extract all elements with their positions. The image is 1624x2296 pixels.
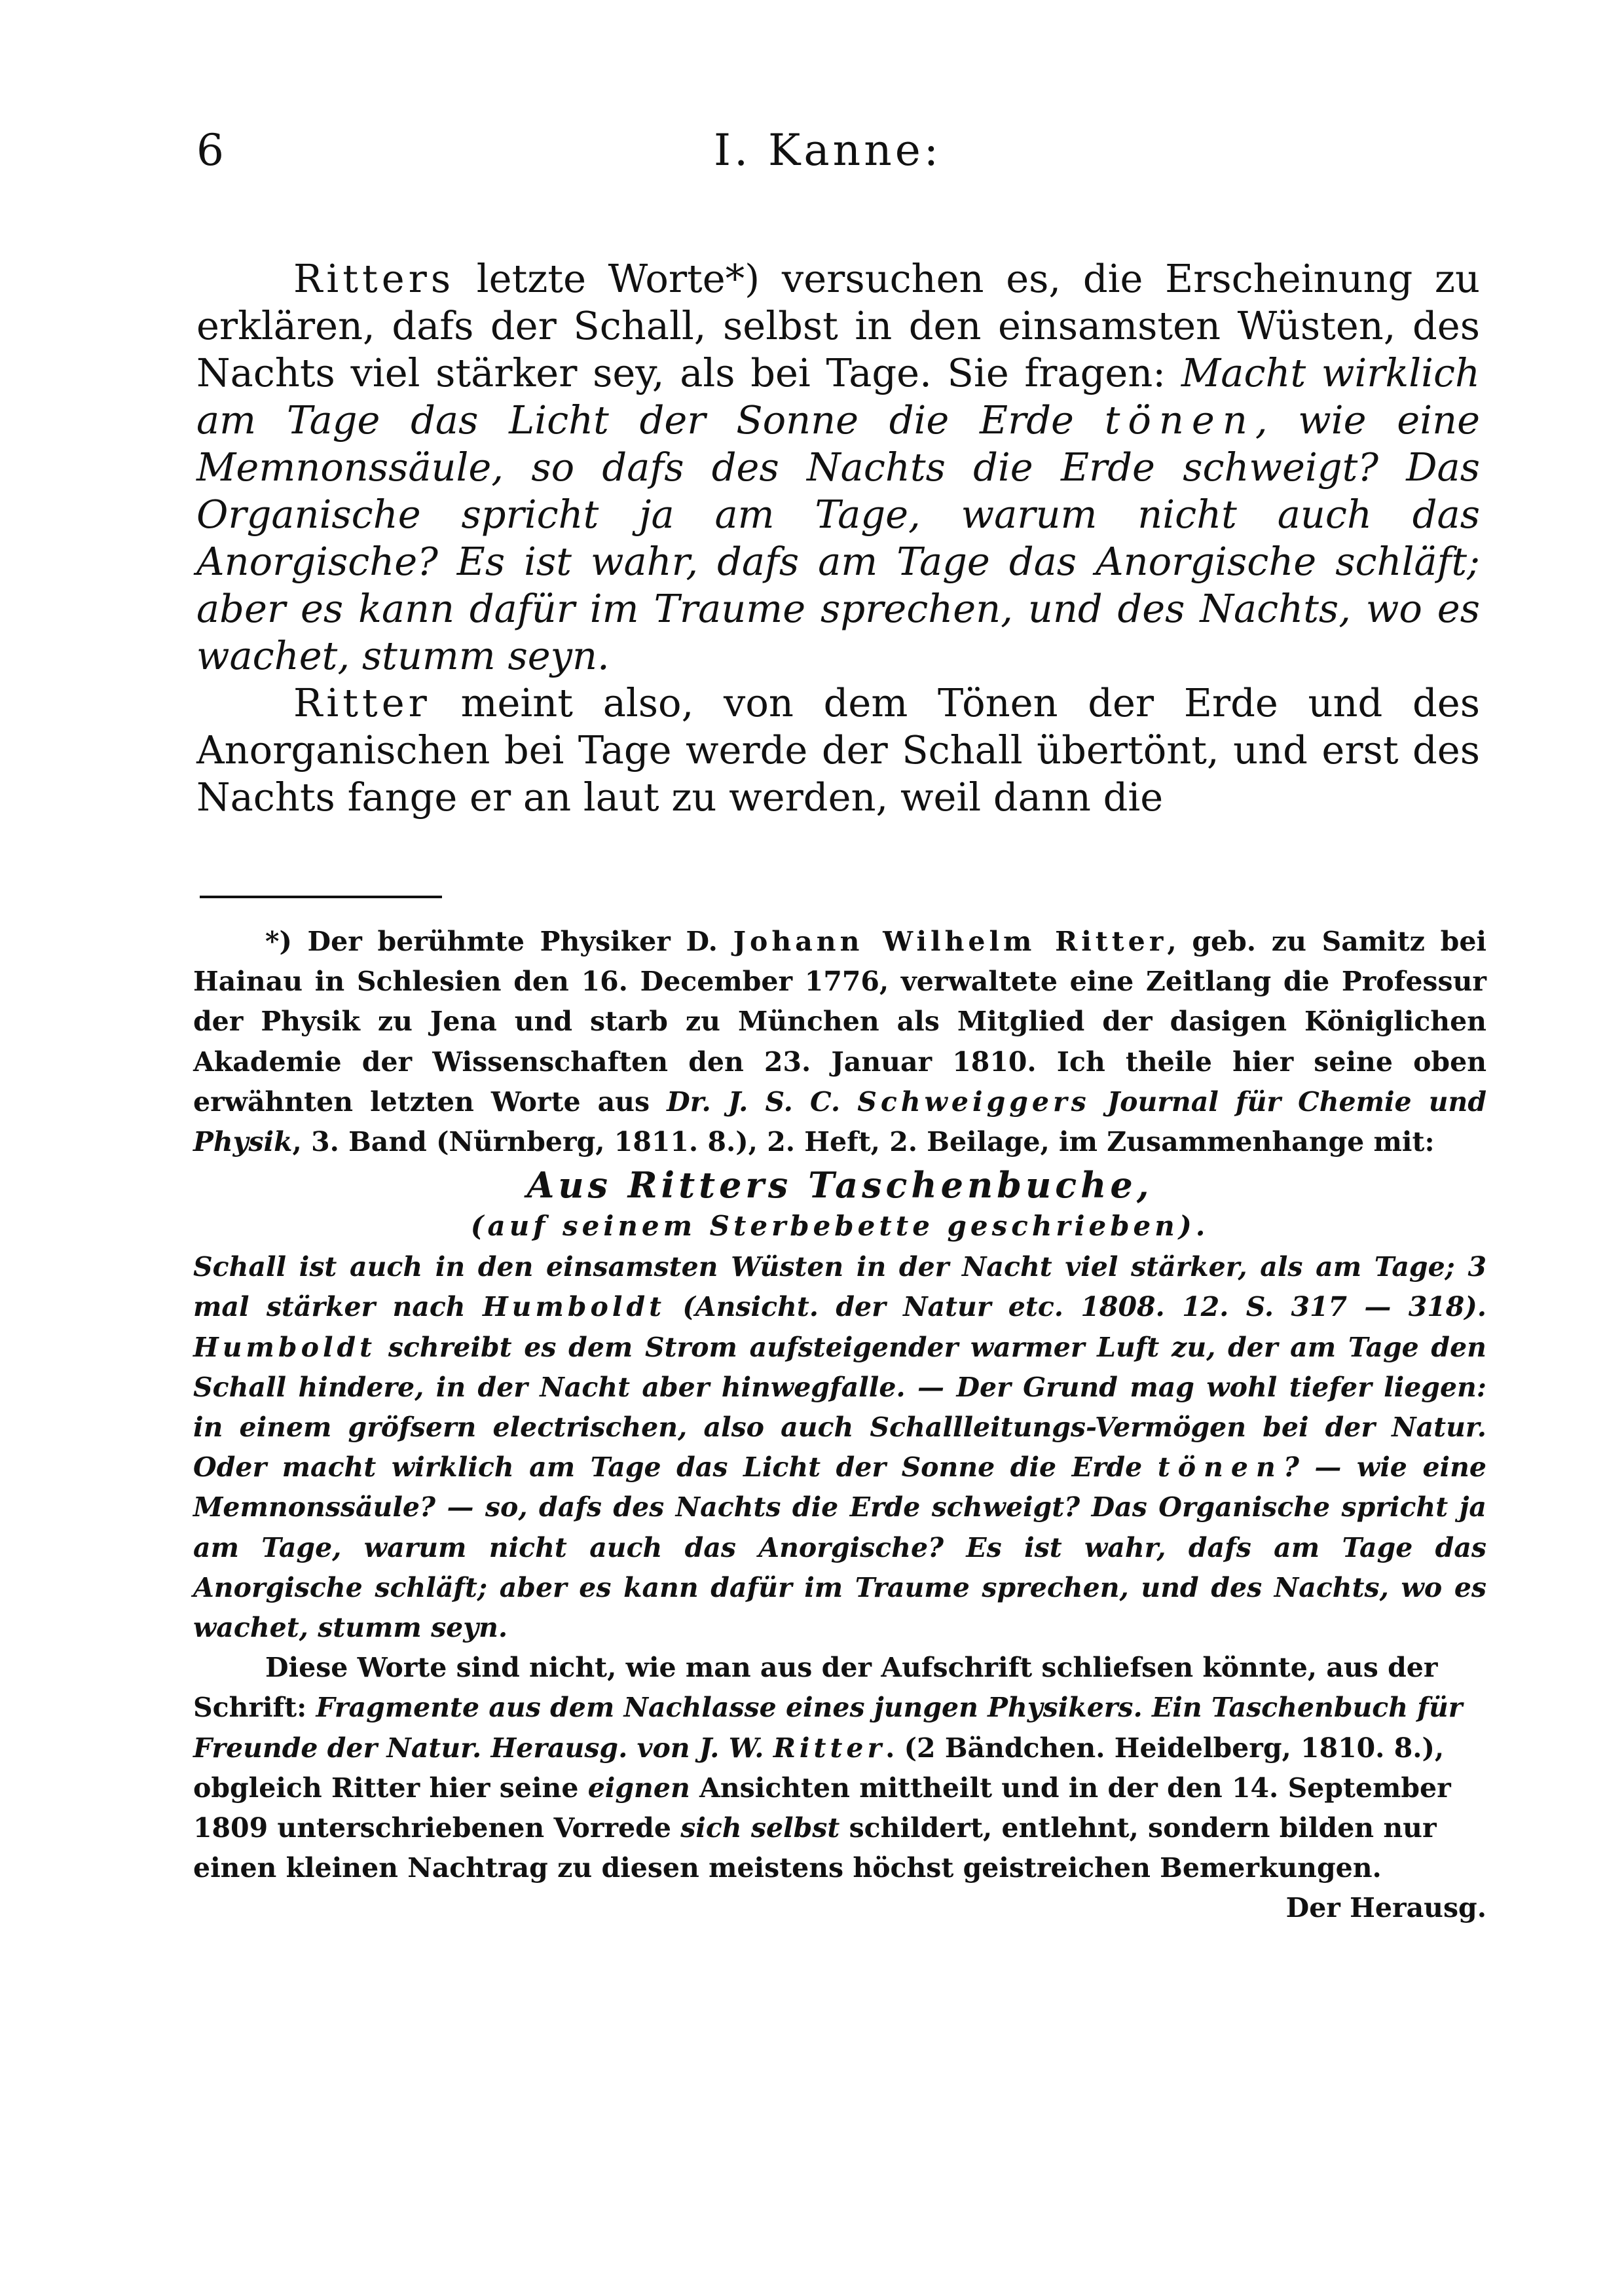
name-spaced: Humboldt xyxy=(193,1331,377,1363)
name-ritters: Ritters xyxy=(293,256,455,301)
paragraph-2 xyxy=(196,680,1480,821)
name-ritter: Ritter xyxy=(293,680,431,725)
text-span: schildert, entlehnt, sondern bilden nur einen kleinen Nachtrag zu diesen meistens höchst geistreichen Bemerkungen. xyxy=(193,1812,1437,1884)
footnote-quote xyxy=(193,1247,1486,1648)
text-span: . (2 Bändchen. Heidelberg, 1810. 8.), obgleich Ritter hier seine xyxy=(193,1732,1445,1804)
footnote-subheading xyxy=(193,1205,1486,1247)
quote-spaced: tönen xyxy=(1104,397,1255,443)
page-header xyxy=(196,124,1480,177)
quote-italic: Macht wirklich am Tage das Licht der Sonne die Erde xyxy=(196,350,1481,443)
name-spaced: Johann Wilhelm Ritter xyxy=(733,926,1168,957)
subheading-text: (auf seinem Sterbebette geschrieben). xyxy=(470,1210,1209,1243)
footnote xyxy=(193,922,1486,1929)
text-span: meint also, von dem Tönen der Erde und des Anorganischen bei Tage werde der Schall übertönt, und erst des Nachts fange er an laut zu werden, weil dann die xyxy=(196,680,1480,820)
running-head: I. Kanne: xyxy=(714,125,942,175)
page-number: 6 xyxy=(196,125,224,175)
text-italic: Schall ist auch in den einsamsten Wüsten in der Nacht viel stärker, als am Tage; 3 mal stärker nach xyxy=(193,1251,1486,1323)
paragraph-1 xyxy=(196,255,1480,680)
text-spaced: tönen xyxy=(1157,1451,1283,1484)
footnote-heading xyxy=(193,1165,1486,1205)
main-text xyxy=(196,255,1480,821)
name-spaced: Humboldt xyxy=(482,1291,666,1323)
text-span: Ansichten mittheilt und in der den 14. September 1809 unterschriebenen Vorrede xyxy=(193,1772,1451,1844)
text-italic: Dr. J. S. C. xyxy=(667,1085,858,1118)
text-span: letzte Worte*) versuchen es, die Erscheinung zu erklären, dafs der Schall, selbst in den einsamsten Wüsten, des Nachts viel stärker sey, als bei Tage. Sie fragen: xyxy=(196,256,1480,395)
text-italic: Journal für Chemie und Physik xyxy=(193,1085,1487,1158)
text-span: , geb. zu Samitz bei Hainau in Schlesien den 16. December 1776, verwaltete eine Zeitlang die Professur der Physik zu Jena und starb zu München als Mitglied der dasigen Königlichen Akademie der Wissenschaften den 23. Januar 1810. Ich theile hier seine oben erwähnten letzten Worte aus xyxy=(193,926,1486,1118)
text-italic: ? — wie eine Memnonssäule? — so, dafs des Nachts die Erde schweigt? Das Organische spricht ja am Tage, warum nicht auch das Anorgische? Es ist wahr, dafs am Tage das Anorgische schläft; aber es kann dafür im Traume sprechen, und des Nachts, wo es wachet, stumm seyn. xyxy=(193,1451,1486,1644)
text-italic: (Ansicht. der Natur etc. 1808. 12. S. 317 — 318). xyxy=(665,1291,1486,1323)
text-span: , 3. Band (Nürnberg, 1811. 8.), 2. Heft, 2. Beilage, im Zusammenhange mit: xyxy=(292,1126,1435,1158)
footnote-paragraph-3 xyxy=(193,1648,1486,1924)
heading-text: Aus Ritters Taschenbuche, xyxy=(526,1164,1153,1207)
footnote-rule xyxy=(200,896,442,898)
footnote-paragraph-1 xyxy=(193,922,1486,1162)
text-italic: schreibt es dem Strom aufsteigender warmer Luft zu, der am Tage den Schall hindere, in der Nacht aber hinwegfalle. — Der Grund mag wohl tiefer liegen: in einem gröfsern electrischen, also auch Schallleitungs-Vermögen bei der Natur. Oder macht wirklich am Tage das Licht der Sonne die Erde xyxy=(193,1331,1486,1484)
text-italic: sich selbst xyxy=(680,1812,840,1844)
text-span: *) Der berühmte Physiker D. xyxy=(265,926,733,957)
name-spaced: Ritter xyxy=(773,1732,886,1764)
name-spaced: Schweiggers xyxy=(857,1085,1090,1118)
text-span: Diese Worte sind nicht, wie man aus der Aufschrift schliefsen könnte, aus der Schrift: xyxy=(193,1652,1438,1724)
editor-signoff: Der Herausg. xyxy=(1285,1892,1486,1924)
text-italic: Fragmente aus dem Nachlasse eines jungen Physikers. Ein Taschenbuch für Freunde der Natur. Herausg. von J. W. xyxy=(193,1692,1463,1764)
text-italic: eignen xyxy=(587,1772,690,1804)
quote-italic: , wie eine Memnonssäule, so dafs des Nachts die Erde schweigt? Das Organische spricht ja am Tage, warum nicht auch das Anorgische? Es ist wahr, dafs am Tage das Anorgische schläft; aber es kann dafür im Traume sprechen, und des Nachts, wo es wachet, stumm seyn. xyxy=(196,397,1480,678)
